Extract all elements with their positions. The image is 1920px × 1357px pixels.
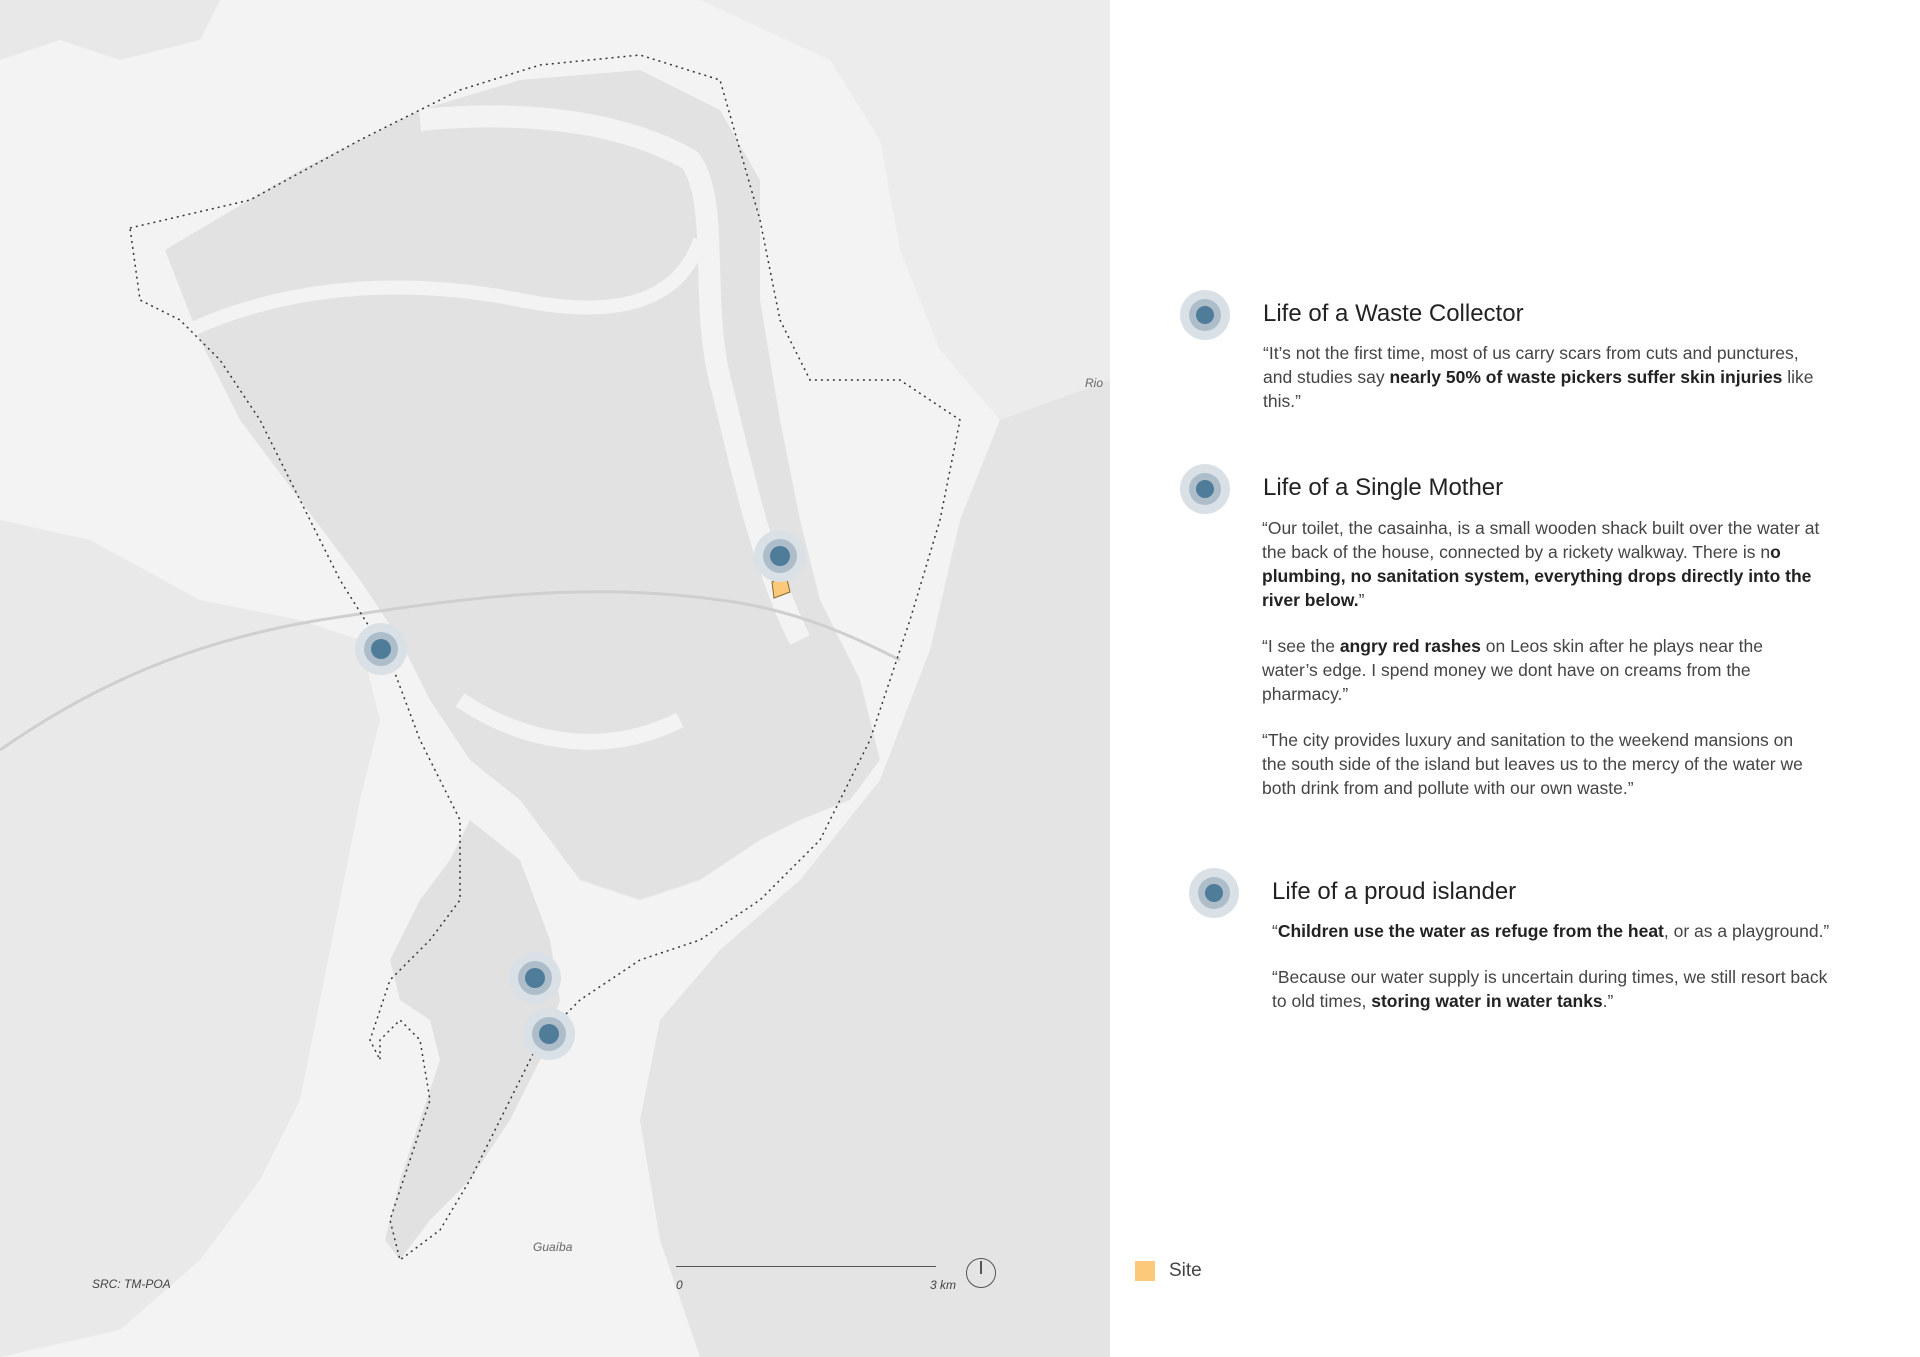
story-location-marker-icon[interactable] (355, 623, 407, 675)
quote-emphasis: storing water in water tanks (1371, 991, 1603, 1011)
scale-start-label: 0 (676, 1278, 683, 1292)
quote-emphasis: o plumbing, no sanitation system, everything drops directly into the river below. (1262, 542, 1812, 610)
quote-text: on Leos skin after he plays near the water’s edge. I spend money we dont have on creams from the pharmacy.” (1262, 636, 1763, 704)
scale-line (676, 1266, 936, 1267)
story-location-marker-icon (1180, 464, 1230, 514)
quote-paragraph (1263, 341, 1823, 413)
quote-text: like this.” (1263, 367, 1814, 411)
quote-text: , or as a playground.” (1663, 921, 1830, 941)
story-location-marker-icon (1180, 290, 1230, 340)
quote-text: “It’s not the first time, most of us carry scars from cuts and punctures, and studies say (1263, 343, 1799, 387)
story-quote (1263, 341, 1823, 413)
quote-paragraph (1272, 919, 1832, 943)
quote-paragraph (1272, 965, 1832, 1013)
quote-emphasis: nearly 50% of waste pickers suffer skin injuries (1389, 367, 1783, 387)
quote-text: “I see the (1262, 636, 1340, 656)
legend (1135, 1260, 1202, 1282)
legend-site-label: Site (1169, 1260, 1202, 1281)
quote-paragraph (1262, 516, 1822, 612)
quote-text: “Because our water supply is uncertain during times, we still resort back to old times, (1272, 967, 1828, 1011)
quote-text: “The city provides luxury and sanitation to the weekend mansions on the south side of the island but leaves us to the mercy of the water we both drink from and pollute with our own waste.” (1262, 730, 1803, 798)
story-title: Life of a Waste Collector (1263, 300, 1524, 327)
scale-bar (676, 1258, 1006, 1318)
river-label: Rio (1085, 376, 1104, 390)
north-arrow-icon (966, 1258, 996, 1288)
story-location-marker-icon[interactable] (509, 952, 561, 1004)
scale-end-label: 3 km (930, 1278, 957, 1292)
quote-paragraph (1262, 634, 1822, 706)
story-location-marker-icon (1189, 868, 1239, 918)
story-title: Life of a Single Mother (1263, 474, 1504, 501)
story-location-marker-icon[interactable] (523, 1008, 575, 1060)
story-location-marker-icon[interactable] (754, 530, 806, 582)
quote-emphasis: Children use the water as refuge from the heat (1277, 921, 1664, 941)
quote-text: ” (1358, 590, 1365, 610)
west-bank-land (0, 520, 380, 1357)
lake-label: Guaíba (533, 1240, 573, 1254)
source-credit: SRC: TM-POA (92, 1277, 171, 1291)
west-bank-land-north (0, 0, 220, 60)
quote-emphasis: angry red rashes (1339, 636, 1481, 656)
site-swatch (1135, 1261, 1155, 1281)
story-title: Life of a proud islander (1272, 878, 1517, 905)
quote-text: .” (1602, 991, 1614, 1011)
story-quote (1262, 516, 1822, 800)
quote-text: “Our toilet, the casainha, is a small wooden shack built over the water at the back of the house, connected by a rickety walkway. There is n (1262, 518, 1820, 562)
story-quote (1272, 919, 1832, 1013)
quote-text: “ (1272, 921, 1278, 941)
quote-paragraph (1262, 728, 1822, 800)
